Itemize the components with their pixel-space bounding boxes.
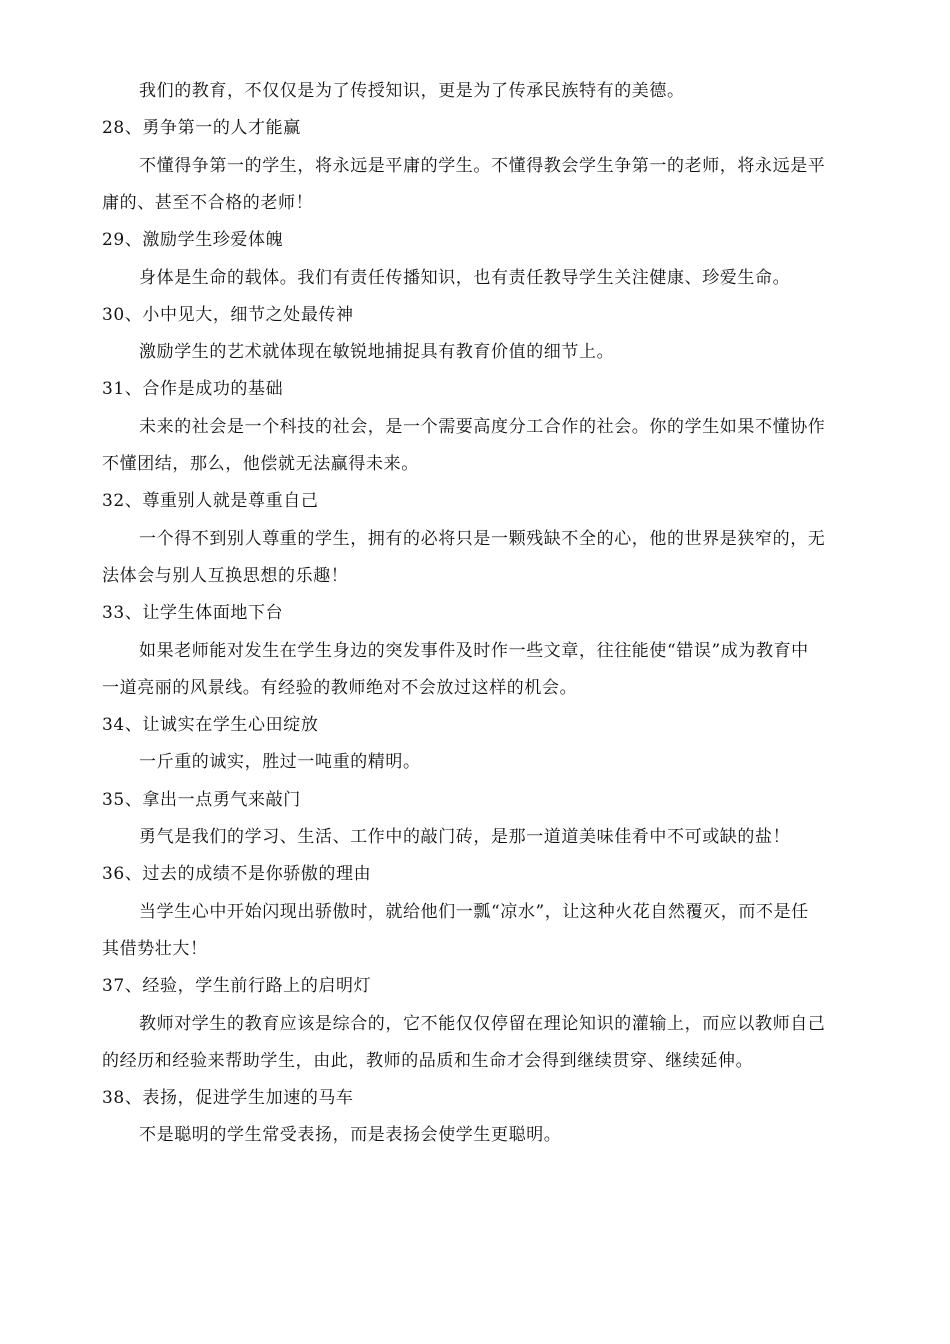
paragraph-line: 未来的社会是一个科技的社会，是一个需要高度分工合作的社会。你的学生如果不懂协作 (139, 416, 826, 437)
paragraph-line: 如果老师能对发生在学生身边的突发事件及时作一些文章，往往能使“错误”成为教育中 (139, 640, 809, 661)
paragraph-line: 庸的、甚至不合格的老师！ (102, 192, 314, 213)
section-heading: 28、勇争第一的人才能赢 (102, 118, 301, 139)
section-heading: 33、让学生体面地下台 (102, 603, 284, 624)
paragraph-line: 勇气是我们的学习、生活、工作中的敲门砖，是那一道道美味佳肴中不可或缺的盐！ (139, 827, 791, 847)
section-heading: 38、表扬，促进学生加速的马车 (102, 1088, 354, 1109)
paragraph-line: 教师对学生的教育应该是综合的，它不能仅仅停留在理论知识的灌输上，而应以教师自己 (139, 1013, 826, 1034)
paragraph-line: 不懂团结，那么，他偿就无法赢得未来。 (102, 454, 419, 474)
paragraph-line: 一个得不到别人尊重的学生，拥有的必将只是一颗残缺不全的心，他的世界是狭窄的，无 (139, 528, 826, 549)
section-heading: 30、小中见大，细节之处最传神 (102, 304, 354, 325)
section-heading: 32、尊重别人就是尊重自己 (102, 491, 319, 512)
paragraph-line: 不是聪明的学生常受表扬，而是表扬会使学生更聪明。 (139, 1125, 562, 1146)
section-heading: 35、拿出一点勇气来敲门 (102, 789, 301, 810)
section-heading: 36、过去的成绩不是你骄傲的理由 (102, 864, 372, 885)
section-heading: 29、激励学生珍爱体魄 (102, 230, 284, 251)
paragraph-line: 身体是生命的载体。我们有责任传播知识，也有责任教导学生关注健康、珍爱生命。 (139, 267, 791, 288)
paragraph-line: 不懂得争第一的学生，将永远是平庸的学生。不懂得教会学生争第一的老师，将永远是平 (139, 155, 826, 176)
paragraph-line: 当学生心中开始闪现出骄傲时，就给他们一瓢“凉水”，让这种火花自然覆灭，而不是任 (139, 901, 809, 922)
paragraph-line: 法体会与别人互换思想的乐趣！ (102, 565, 349, 586)
section-heading: 31、合作是成功的基础 (102, 379, 284, 400)
paragraph-line: 一道亮丽的风景线。有经验的教师绝对不会放过这样的机会。 (102, 677, 578, 698)
paragraph-line: 激励学生的艺术就体现在敏锐地捕捉具有教育价值的细节上。 (139, 342, 615, 363)
paragraph-line: 一斤重的诚实，胜过一吨重的精明。 (139, 752, 421, 773)
intro-paragraph-line: 我们的教育，不仅仅是为了传授知识，更是为了传承民族特有的美德。 (139, 81, 685, 101)
paragraph-line: 其借势壮大！ (102, 938, 208, 959)
section-heading: 37、经验，学生前行路上的启明灯 (102, 976, 372, 997)
section-heading: 34、让诚实在学生心田绽放 (102, 715, 319, 736)
paragraph-line: 的经历和经验来帮助学生，由此，教师的品质和生命才会得到继续贯穿、继续延伸。 (102, 1050, 754, 1071)
